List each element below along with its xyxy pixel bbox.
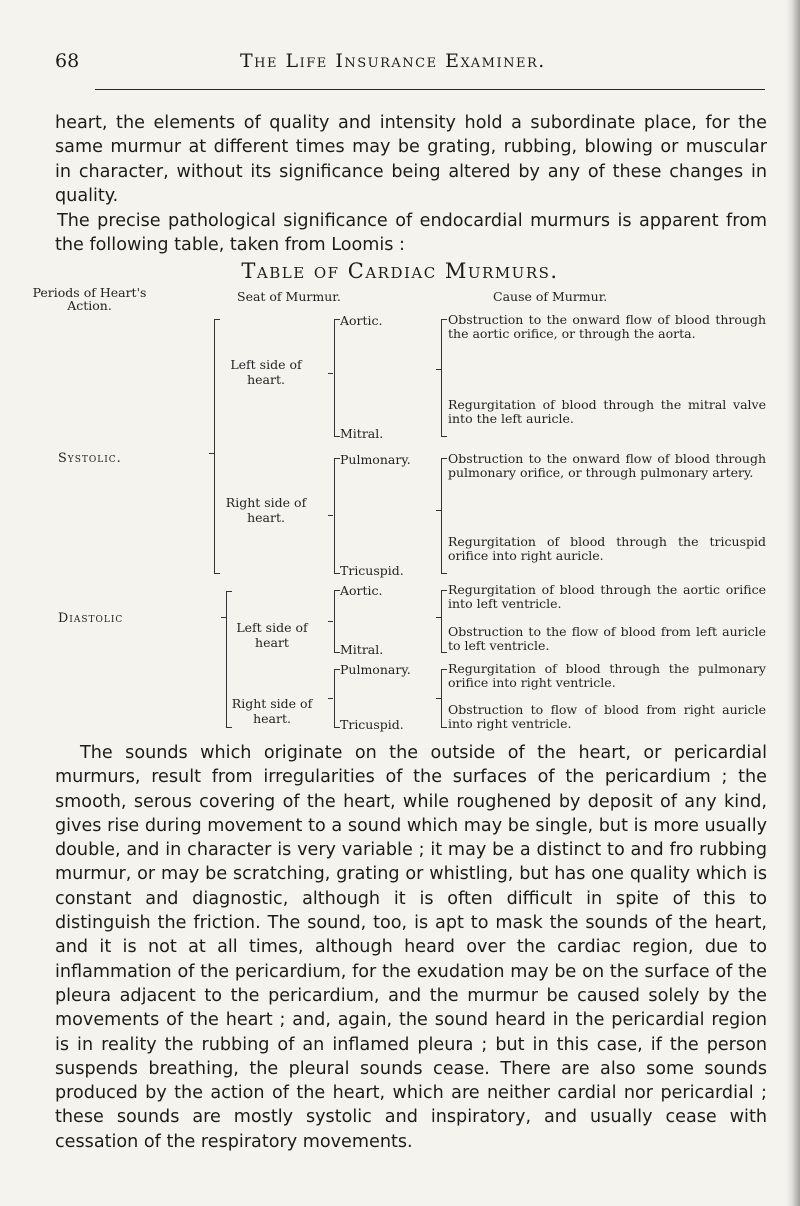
header-rule: [95, 89, 765, 90]
brace-left-side: [334, 590, 335, 653]
brace-tip: [436, 510, 441, 511]
brace-causes: [441, 590, 442, 653]
brace-systolic: [214, 319, 215, 574]
brace-causes: [441, 458, 442, 574]
brace-tip: [436, 617, 441, 618]
cause-diastolic-mitral: Obstruction to the flow of blood from left auricle to left ventricle.: [448, 624, 766, 653]
cause-diastolic-aortic: Regurgitation of blood through the aortic orifice into left ventricle.: [448, 582, 766, 611]
page-header: [0, 50, 800, 80]
valve-pulmonary: Pulmonary.: [340, 662, 411, 677]
valve-pulmonary: Pulmonary.: [340, 452, 411, 467]
cause-diastolic-pulmonary: Regurgitation of blood through the pulmonary orifice into right ventricle.: [448, 661, 766, 690]
brace-tip: [436, 698, 441, 699]
cause-diastolic-tricuspid: Obstruction to flow of blood from right auricle into right ventricle.: [448, 702, 766, 731]
brace-causes: [441, 669, 442, 728]
valve-mitral: Mitral.: [340, 642, 384, 657]
paragraph-3: The sounds which originate on the outside of the heart, or pericardial murmurs, result from irregularities of the surfaces of the pericardium ; the smooth, serous covering of the heart, while roughened by deposit of any kind, gives rise during movement to a sound which may be single, but is more usually double, and in character is very variable ; it may be a distinct to and fro rubbing murmur, or may be scratching, grating or whistling, but has one quality which is constant and diagnostic, although it is often difficult in spite of this to distinguish the friction. The sound, too, is apt to mask the sounds of the heart, and it is not at all times, although heard over the cardiac region, due to inflammation of the pericardium, for the exudation may be on the surface of the pleura adjacent to the pericardium, and the murmur be caused solely by the movements of the heart ; and, again, the sound heard in the pericardial region is in reality the rubbing of an inflamed pleura ; but in this case, if the person suspends breathing, the pleural sounds cease. There are also some sounds produced by the action of the heart, which are neither cardial nor pericardial ; these sounds are mostly systolic and inspiratory, and usually cease with cessation of the respiratory movements.: [55, 743, 767, 1152]
cause-systolic-pulmonary: Obstruction to the onward flow of blood through pulmonary orifice, or through pulmonary artery.: [448, 451, 766, 480]
cause-systolic-mitral: Regurgitation of blood through the mitral valve into the left auricle.: [448, 397, 766, 426]
page-edge-shadow: [786, 0, 800, 1206]
valve-aortic: Aortic.: [340, 313, 383, 328]
valve-aortic: Aortic.: [340, 583, 383, 598]
period-diastolic: Diastolic: [58, 611, 124, 626]
column-header-periods: Periods of Heart's Action.: [32, 285, 147, 313]
brace-tip: [209, 453, 214, 454]
brace-tip: [328, 515, 333, 516]
seat-right-side: Right side of heart.: [231, 696, 313, 726]
brace-diastolic: [226, 591, 227, 728]
column-header-seat: Seat of Murmur.: [237, 289, 341, 304]
brace-tip: [328, 373, 333, 374]
valve-tricuspid: Tricuspid.: [340, 563, 404, 578]
brace-causes: [441, 319, 442, 437]
cause-systolic-aortic: Obstruction to the onward flow of blood through the aortic orifice, or through the aorta.: [448, 312, 766, 341]
table-title: Table of Cardiac Murmurs.: [241, 259, 559, 283]
seat-left-side: Left side of heart.: [230, 357, 302, 387]
brace-left-side: [334, 319, 335, 437]
seat-right-side: Right side of heart.: [225, 495, 307, 525]
brace-tip: [328, 621, 333, 622]
paragraph-1: heart, the elements of quality and intensity hold a subordinate place, for the same murmur at different times may be grating, rubbing, blowing or muscular in character, without its significance being altered by any of these changes in quality.: [55, 113, 767, 206]
running-title: The Life Insurance Examiner.: [240, 50, 546, 72]
paragraph-2: The precise pathological significance of endocardial murmurs is apparent from the following table, taken from Loomis :: [55, 211, 767, 256]
brace-tip: [328, 698, 333, 699]
brace-right-side: [334, 669, 335, 728]
page-number: 68: [55, 50, 80, 72]
cause-systolic-tricuspid: Regurgitation of blood through the tricuspid orifice into right auricle.: [448, 534, 766, 563]
valve-mitral: Mitral.: [340, 426, 384, 441]
valve-tricuspid: Tricuspid.: [340, 717, 404, 732]
brace-tip: [436, 369, 441, 370]
column-header-cause: Cause of Murmur.: [493, 289, 608, 304]
seat-left-side: Left side of heart: [236, 620, 308, 650]
brace-tip: [221, 617, 226, 618]
brace-right-side: [334, 458, 335, 574]
period-systolic: Systolic.: [58, 451, 122, 466]
